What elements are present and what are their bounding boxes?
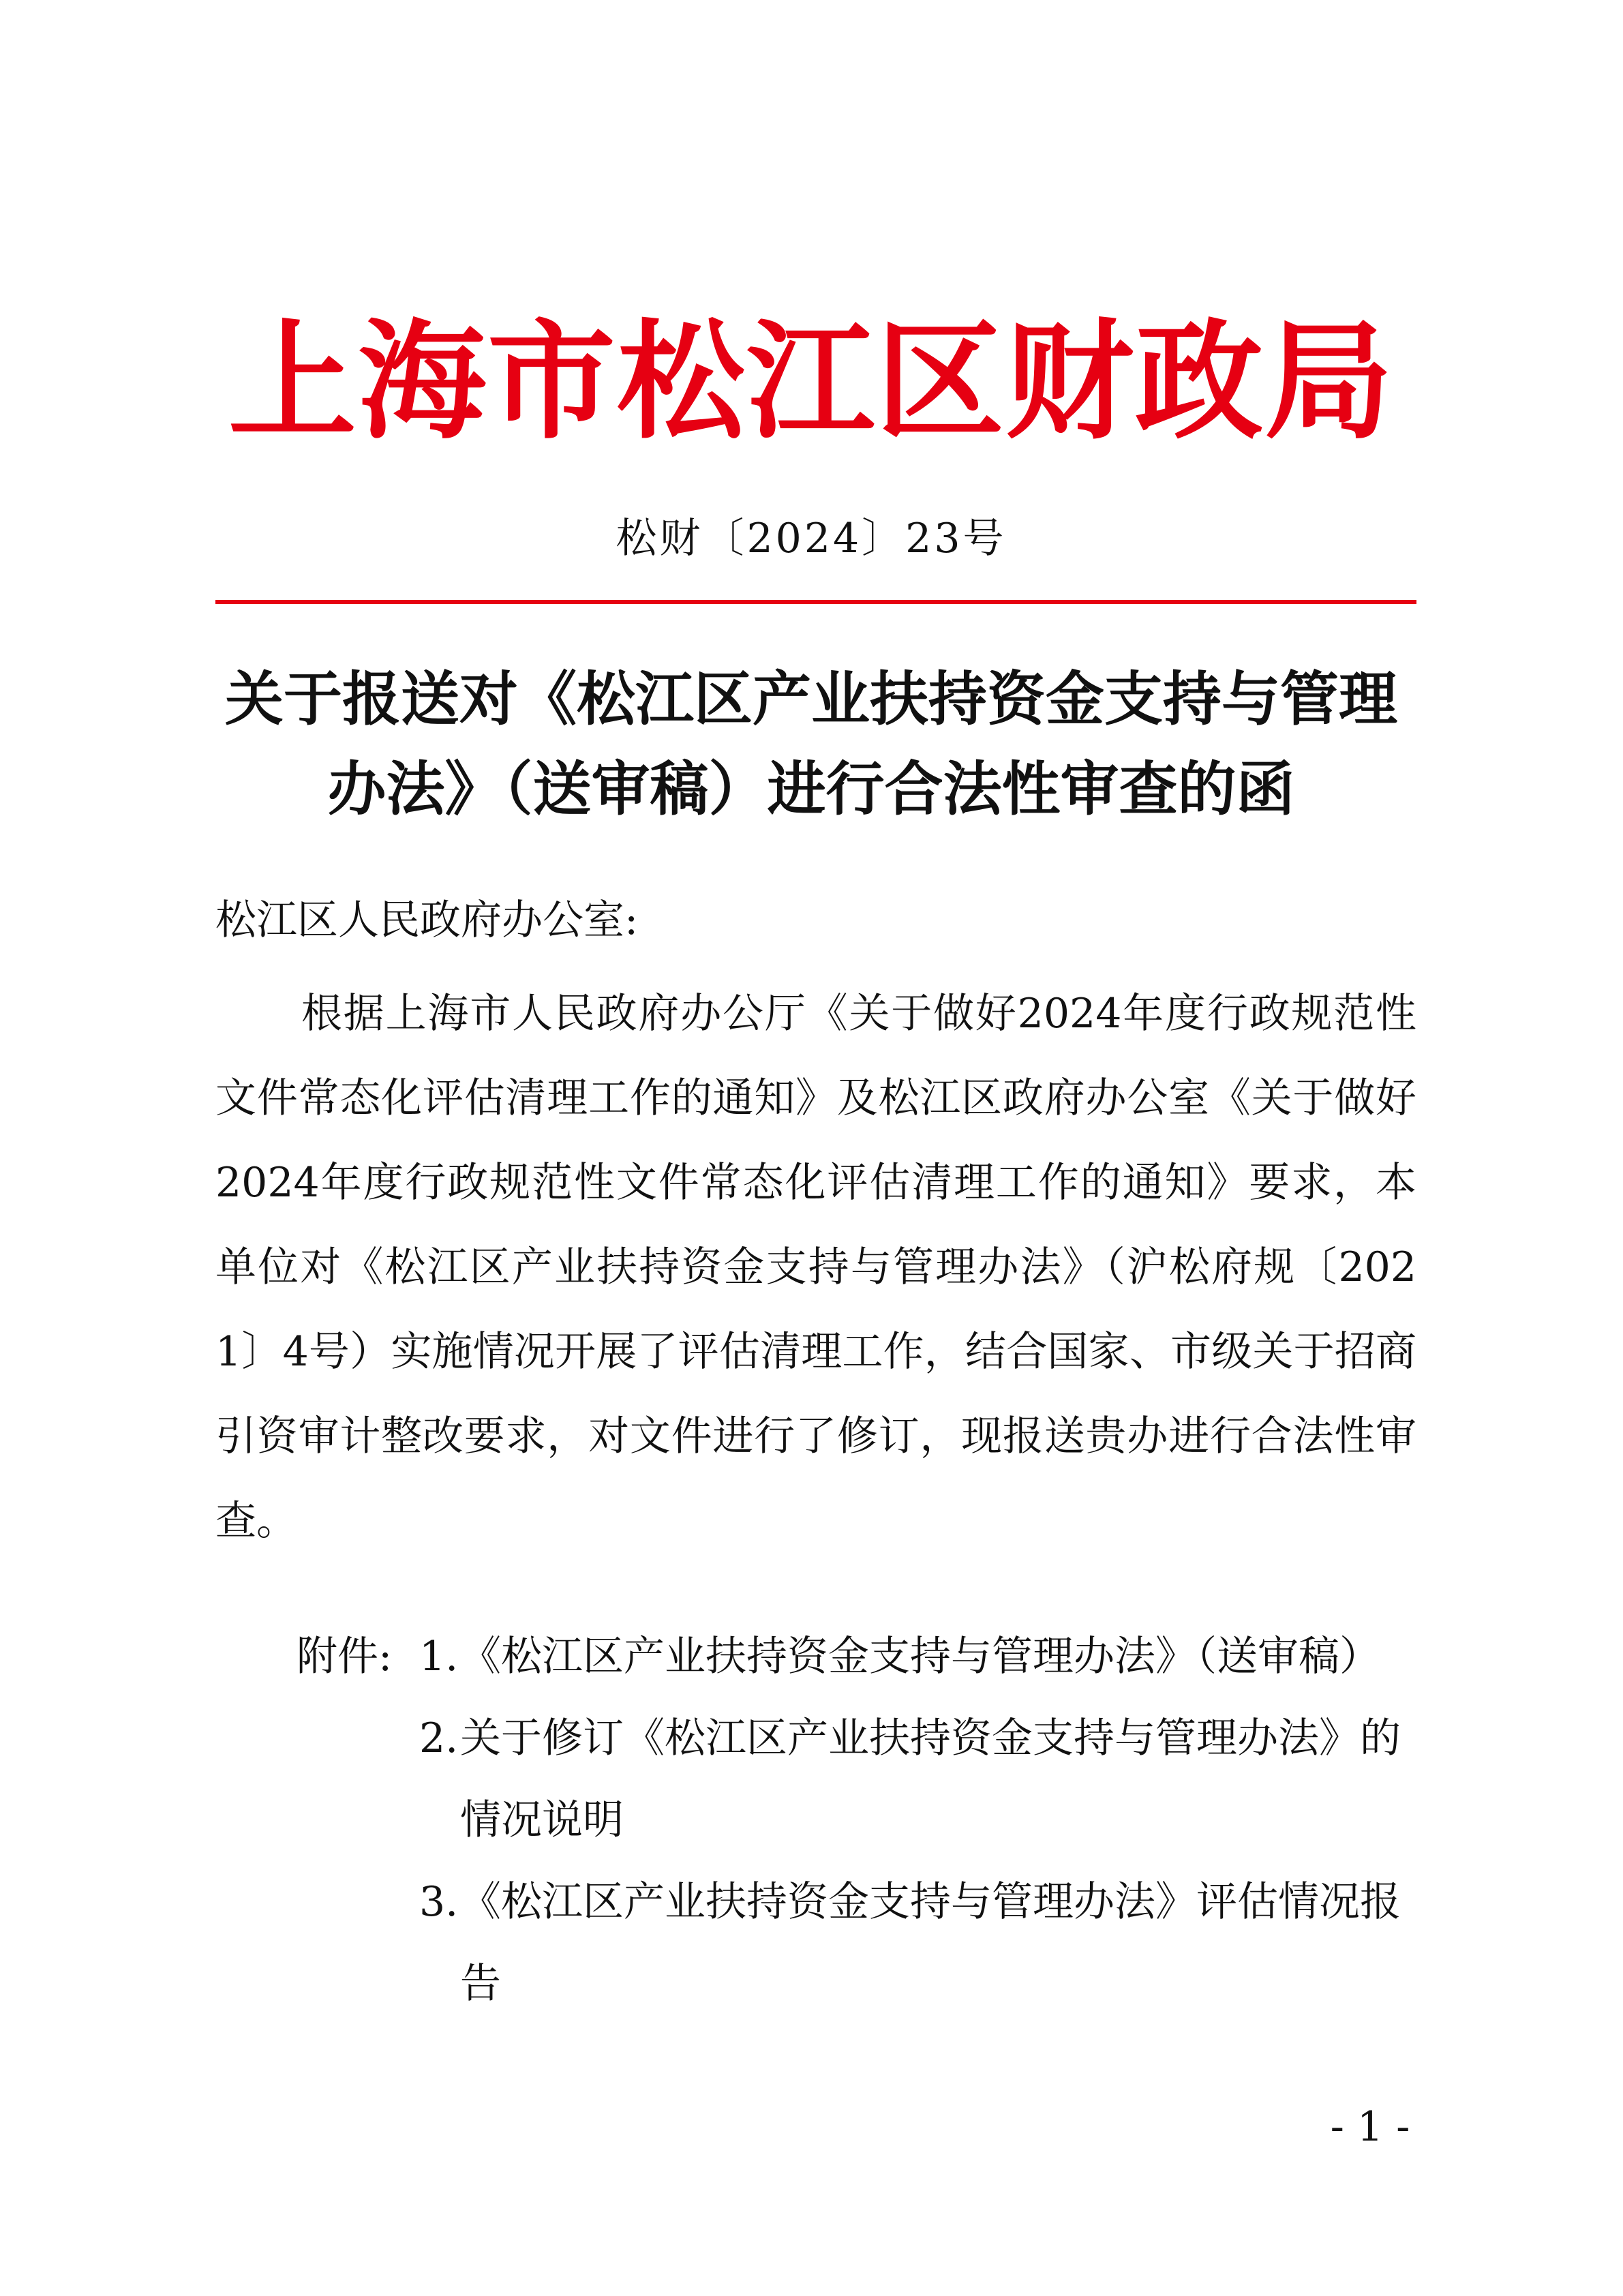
document-number: 松财〔2024〕23号 (616, 515, 1007, 562)
attachment-number: 1. (419, 1633, 459, 1680)
attachment-text: 关于修订《松江区产业扶持资金支持与管理办法》的情况说明 (460, 1715, 1401, 1844)
document-title (204, 654, 1418, 834)
attachment-text: 《松江区产业扶持资金支持与管理办法》评估情况报告 (460, 1878, 1401, 2008)
attachment-item-2 (419, 1697, 1428, 1861)
title-line-2: 办法》（送审稿）进行合法性审查的函 (327, 755, 1295, 824)
attachments-label: 附件: (297, 1633, 393, 1680)
attachment-text: 《松江区产业扶持资金支持与管理办法》（送审稿） (460, 1633, 1380, 1680)
body-paragraph: 根据上海市人民政府办公厅《关于做好2024年度行政规范性文件常态化评估清理工作的通知》及松江区政府办公室《关于做好2024年度行政规范性文件常态化评估清理工作的通知》要求，本单位对《松江区产业扶持资金支持与管理办法》（沪松府规〔2021〕4号）实施情况开展了评估清理工作，结合国家、市级关于招商引资审计整改要求，对文件进行了修订，现报送贵办进行合法性审查。 (215, 990, 1416, 1545)
attachment-number: 2. (419, 1715, 459, 1762)
addressee: 松江区人民政府办公室: (215, 896, 639, 944)
title-line-1: 关于报送对《松江区产业扶持资金支持与管理 (225, 665, 1397, 734)
attachment-item-1 (419, 1616, 1428, 1697)
attachment-number: 3. (419, 1878, 459, 1926)
masthead-agency-name: 上海市松江区财政局 (228, 306, 1394, 457)
red-separator-line (215, 600, 1416, 604)
attachment-item-3 (419, 1861, 1428, 2025)
page-number: - 1 - (1330, 2103, 1410, 2151)
attachments-section (297, 1616, 1428, 2025)
attachments-list (419, 1616, 1428, 2025)
